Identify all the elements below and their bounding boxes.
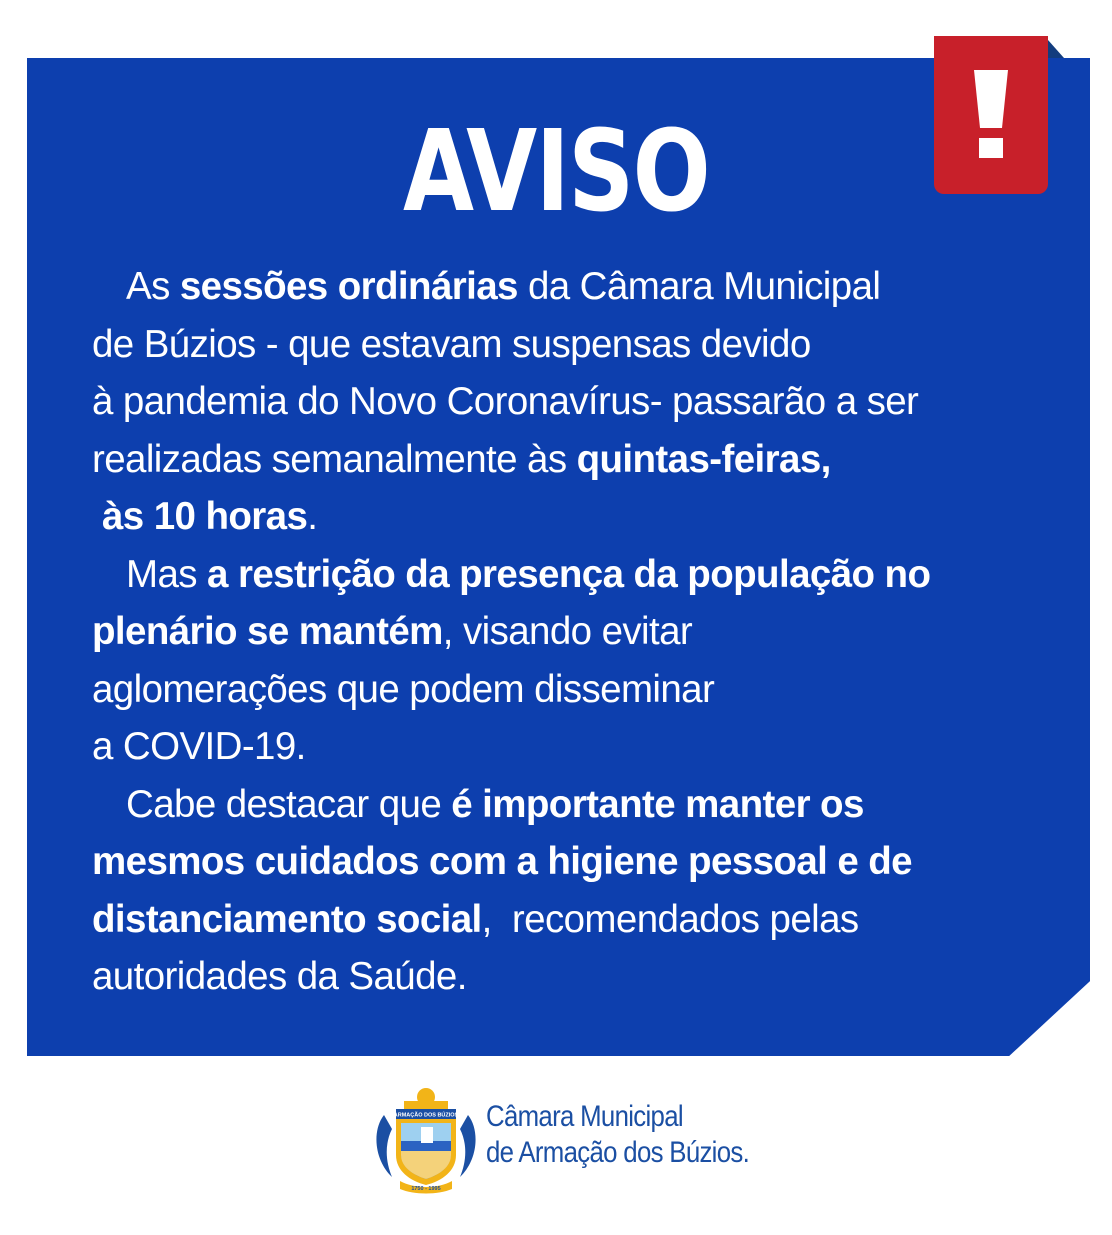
paragraph-1-line-2: de Búzios - que estavam suspensas devido: [92, 322, 811, 366]
text-span: Mas: [126, 552, 208, 596]
seal-text: ARMAÇÃO DOS BÚZIOS: [393, 1112, 459, 1119]
paragraph-1-line-4: [92, 431, 1082, 489]
paragraph-2-line-3: aglomerações que podem disseminar: [92, 667, 715, 711]
highlight-span: quintas-feiras,: [576, 437, 831, 481]
page-title: AVISO: [402, 107, 710, 237]
text-span: , visando evitar: [442, 610, 693, 653]
highlight-span: a restrição da presença da população no: [207, 552, 931, 596]
footer-logo: [0, 1085, 1112, 1195]
paragraph-3-line-3: [92, 891, 1082, 949]
highlight-span: é importante manter os: [451, 782, 864, 826]
highlight-span: sessões ordinárias: [179, 265, 518, 308]
text-span: da Câmara Municipal: [517, 265, 881, 308]
paragraph-3-line-4: autoridades da Saúde.: [92, 955, 467, 998]
paragraph-1-line-1: [92, 258, 1082, 316]
municipal-seal: [366, 1085, 486, 1195]
highlight-span: às 10 horas: [102, 495, 308, 538]
paragraph-3-line-1: [92, 776, 1082, 834]
org-name-line-2: de Armação dos Búzios.: [486, 1136, 750, 1169]
paragraph-2-line-2: [92, 603, 1082, 661]
paragraph-1-line-3: à pandemia do Novo Coronavírus- passarão a ser: [92, 380, 919, 423]
org-name: [486, 1099, 749, 1171]
text-span: realizadas semanalmente às: [92, 437, 577, 481]
seal-years: 1750 - 1995: [411, 1186, 441, 1192]
highlight-span: distanciamento social: [92, 897, 482, 941]
notice-body: [92, 258, 1082, 1006]
text-span: As: [126, 265, 180, 308]
text-span: .: [307, 495, 318, 538]
highlight-span: mesmos cuidados com a higiene pessoal e de: [92, 840, 912, 883]
highlight-span: plenário se mantém: [92, 610, 443, 653]
org-name-line-1: Câmara Municipal: [486, 1100, 683, 1133]
text-span: Cabe destacar que: [126, 782, 452, 826]
paragraph-2-line-4: a COVID-19.: [92, 725, 306, 768]
paragraph-3-line-2: [92, 833, 1082, 891]
flag-fold-shadow: [1048, 40, 1064, 58]
paragraph-1-line-5: [92, 488, 1082, 546]
text-span: , recomendados pelas: [481, 897, 859, 941]
paragraph-2-line-1: [92, 546, 1082, 604]
